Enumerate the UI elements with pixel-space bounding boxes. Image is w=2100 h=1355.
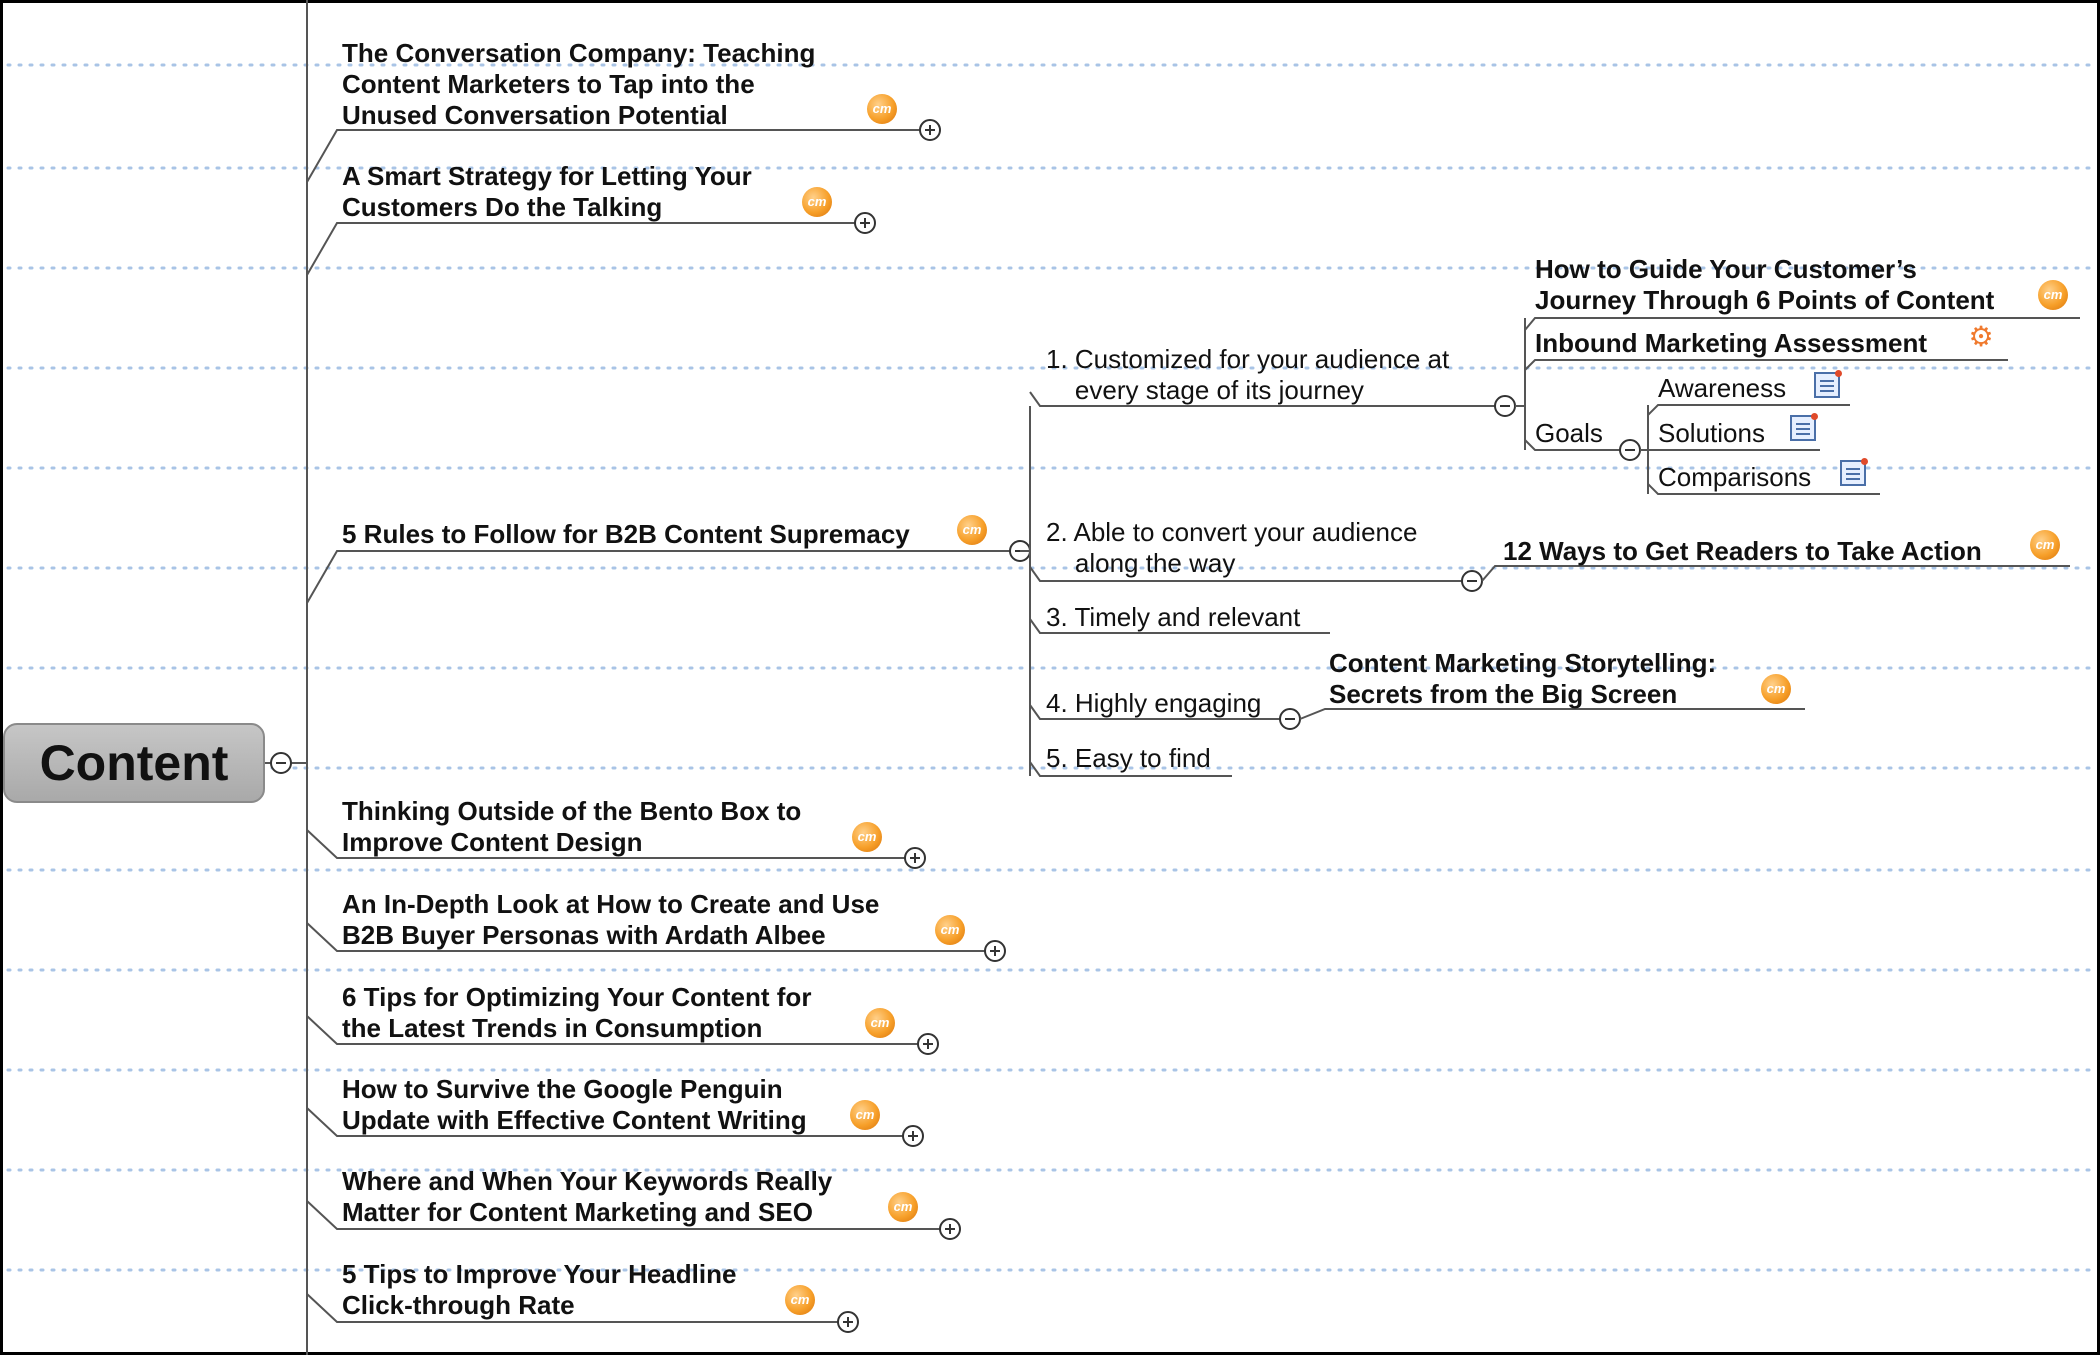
assessment-branch	[1525, 360, 2008, 370]
cm-badge-icon: cm	[957, 515, 987, 545]
topic-google-penguin[interactable]: How to Survive the Google Penguin Update with Effective Content Writing	[342, 1074, 807, 1135]
topic-conversation-company[interactable]: The Conversation Company: Teaching Content Marketers to Tap into the Unused Conversation Potential	[342, 38, 816, 130]
rule2-child-branch	[1482, 566, 2070, 581]
topic-headline-ctr[interactable]: 5 Tips to Improve Your Headline Click-through Rate	[342, 1259, 737, 1320]
goal-solutions[interactable]: Solutions	[1658, 418, 1765, 448]
hubspot-icon: ⚙	[1968, 320, 1994, 353]
cm-badge-icon: cm	[935, 915, 965, 945]
topic-2-branch	[307, 223, 855, 275]
rule-1-customized[interactable]: 1. Customized for your audience at every stage of its journey	[1046, 344, 1450, 405]
cm-badge-icon: cm	[2038, 280, 2068, 310]
topic-storytelling-big-screen[interactable]: Content Marketing Storytelling: Secrets from the Big Screen	[1329, 648, 1717, 709]
goal-comparisons[interactable]: Comparisons	[1658, 462, 1812, 492]
rule4-child-branch	[1300, 709, 1805, 719]
cm-badge-icon: cm	[852, 822, 882, 852]
central-topic-content[interactable]: Content	[3, 723, 265, 803]
topic-bento-box[interactable]: Thinking Outside of the Bento Box to Improve Content Design	[342, 796, 802, 857]
cm-badge-icon: cm	[1761, 674, 1791, 704]
cm-badge-icon: cm	[2030, 530, 2060, 560]
cm-badge-icon: cm	[802, 187, 832, 217]
note-icon[interactable]	[1814, 372, 1840, 398]
cm-badge-icon: cm	[867, 94, 897, 124]
cm-badge-icon: cm	[850, 1100, 880, 1130]
goals-node[interactable]: Goals	[1535, 418, 1603, 448]
cm-badge-icon: cm	[865, 1008, 895, 1038]
topic-smart-strategy[interactable]: A Smart Strategy for Letting Your Customers Do the Talking	[342, 161, 752, 222]
topic-guide-customer-journey[interactable]: How to Guide Your Customer’s Journey Through 6 Points of Content	[1535, 254, 1995, 315]
rule-5-easy-find[interactable]: 5. Easy to find	[1046, 743, 1211, 773]
topic-inbound-assessment[interactable]: Inbound Marketing Assessment	[1535, 328, 1927, 358]
topic-3-branch	[307, 551, 1010, 603]
goal-awareness[interactable]: Awareness	[1658, 373, 1787, 403]
topic-12-ways-action[interactable]: 12 Ways to Get Readers to Take Action	[1503, 536, 1982, 566]
topic-keywords-seo[interactable]: Where and When Your Keywords Really Matter for Content Marketing and SEO	[342, 1166, 833, 1227]
topic-5-rules-b2b[interactable]: 5 Rules to Follow for B2B Content Supremacy	[342, 519, 910, 549]
note-icon[interactable]	[1790, 415, 1816, 441]
note-icon[interactable]	[1840, 460, 1866, 486]
rule-4-engaging[interactable]: 4. Highly engaging	[1046, 688, 1262, 718]
cm-badge-icon: cm	[888, 1192, 918, 1222]
topic-6-tips-consumption[interactable]: 6 Tips for Optimizing Your Content for the Latest Trends in Consumption	[342, 982, 812, 1043]
rule-2-convert[interactable]: 2. Able to convert your audience along the way	[1046, 517, 1418, 578]
rule-3-timely[interactable]: 3. Timely and relevant	[1046, 602, 1301, 632]
topic-buyer-personas[interactable]: An In-Depth Look at How to Create and Use B2B Buyer Personas with Ardath Albee	[342, 889, 880, 950]
cm-badge-icon: cm	[785, 1285, 815, 1315]
awareness-branch	[1648, 405, 1850, 415]
